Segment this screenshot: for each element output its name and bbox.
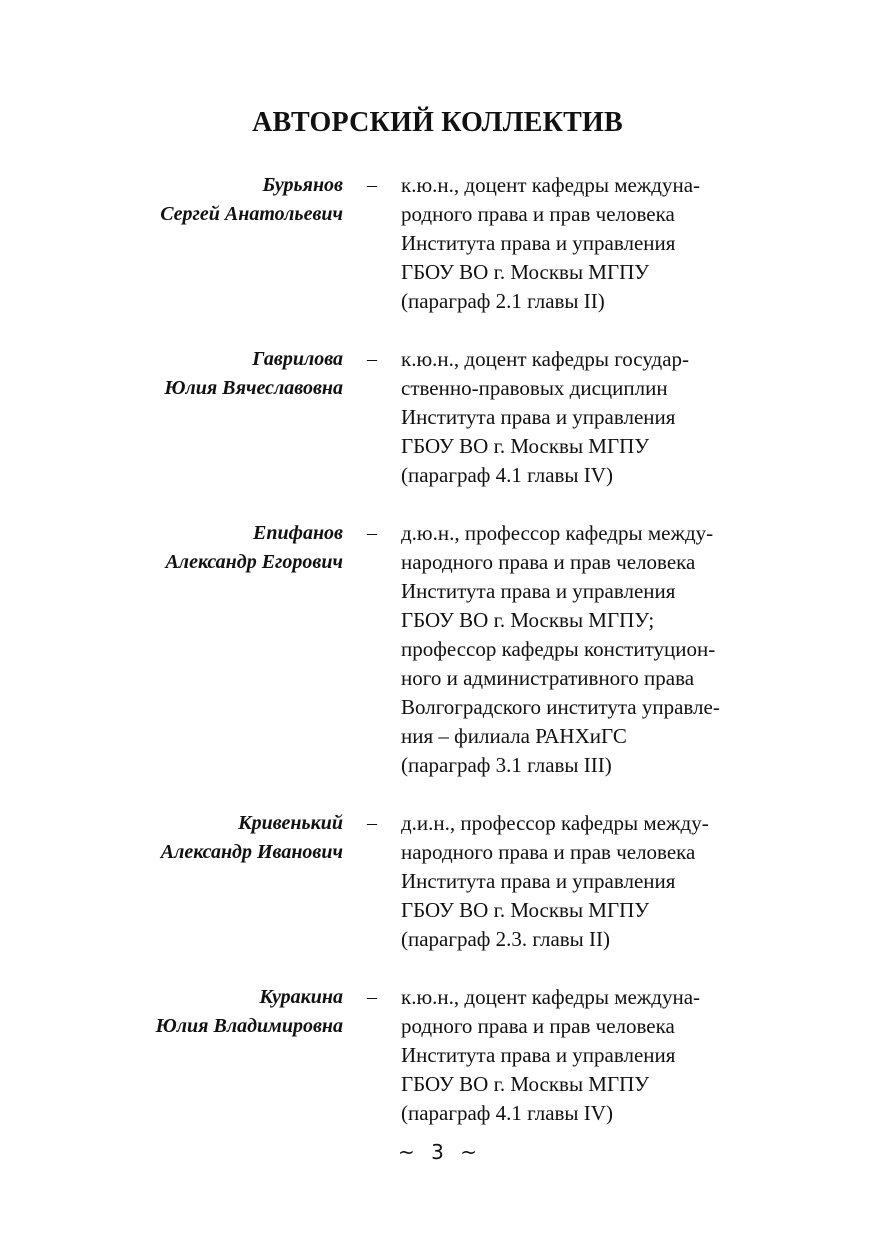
author-given-name: Сергей Анатольевич: [160, 203, 343, 225]
description-line: (параграф 2.1 главы II): [401, 289, 605, 313]
author-dash: –: [367, 986, 377, 1008]
description-line: д.ю.н., профессор кафедры между-: [401, 521, 714, 545]
description-line: ного и административного права: [401, 666, 695, 690]
description-line: Волгоградского института управле-: [401, 695, 720, 719]
author-entry: [0, 345, 875, 490]
page-number: ~ 3 ~: [398, 1140, 477, 1164]
author-surname: Кривенький: [238, 812, 343, 834]
description-line: Института права и управления: [401, 1043, 676, 1067]
author-name: [0, 519, 343, 780]
description-line: д.и.н., профессор кафедры между-: [401, 811, 709, 835]
author-given-name: Юлия Вячеславовна: [164, 377, 343, 399]
author-name: [0, 983, 343, 1128]
description-line: к.ю.н., доцент кафедры государ-: [401, 347, 690, 371]
author-given-name: Александр Иванович: [160, 841, 343, 863]
description-line: (параграф 4.1 главы IV): [401, 1101, 613, 1125]
description-line: ГБОУ ВО г. Москвы МГПУ: [401, 898, 650, 922]
author-given-name: Александр Егорович: [165, 551, 343, 573]
description-line: Института права и управления: [401, 405, 676, 429]
description-line: ния – филиала РАНХиГС: [401, 724, 627, 748]
author-description: [401, 519, 781, 780]
author-given-name: Юлия Владимировна: [155, 1015, 343, 1037]
author-entry: [0, 983, 875, 1128]
description-line: родного права и прав человека: [401, 202, 675, 226]
author-list: [0, 171, 875, 1157]
author-name: [0, 809, 343, 954]
description-line: народного права и прав человека: [401, 840, 696, 864]
description-line: Института права и управления: [401, 579, 676, 603]
description-line: к.ю.н., доцент кафедры междуна-: [401, 173, 701, 197]
description-line: профессор кафедры конституцион-: [401, 637, 716, 661]
author-name: [0, 345, 343, 490]
description-line: (параграф 2.3. главы II): [401, 927, 611, 951]
author-dash: –: [367, 522, 377, 544]
author-surname: Куракина: [259, 986, 343, 1008]
author-dash: –: [367, 348, 377, 370]
page-title: АВТОРСКИЙ КОЛЛЕКТИВ: [252, 107, 623, 138]
author-name: [0, 171, 343, 316]
author-entry: [0, 519, 875, 780]
description-line: народного права и прав человека: [401, 550, 696, 574]
description-line: ственно-правовых дисциплин: [401, 376, 668, 400]
description-line: к.ю.н., доцент кафедры междуна-: [401, 985, 701, 1009]
description-line: ГБОУ ВО г. Москвы МГПУ: [401, 434, 650, 458]
author-description: [401, 809, 781, 954]
author-entry: [0, 809, 875, 954]
author-entry: [0, 171, 875, 316]
description-line: ГБОУ ВО г. Москвы МГПУ: [401, 260, 650, 284]
author-surname: Бурьянов: [262, 174, 343, 196]
description-line: Института права и управления: [401, 869, 676, 893]
author-surname: Епифанов: [253, 522, 343, 544]
author-surname: Гаврилова: [252, 348, 343, 370]
author-description: [401, 171, 781, 316]
description-line: родного права и прав человека: [401, 1014, 675, 1038]
author-dash: –: [367, 174, 377, 196]
author-dash: –: [367, 812, 377, 834]
author-description: [401, 983, 781, 1128]
description-line: Института права и управления: [401, 231, 676, 255]
description-line: ГБОУ ВО г. Москвы МГПУ: [401, 1072, 650, 1096]
author-description: [401, 345, 781, 490]
description-line: (параграф 4.1 главы IV): [401, 463, 613, 487]
description-line: ГБОУ ВО г. Москвы МГПУ;: [401, 608, 655, 632]
description-line: (параграф 3.1 главы III): [401, 753, 612, 777]
